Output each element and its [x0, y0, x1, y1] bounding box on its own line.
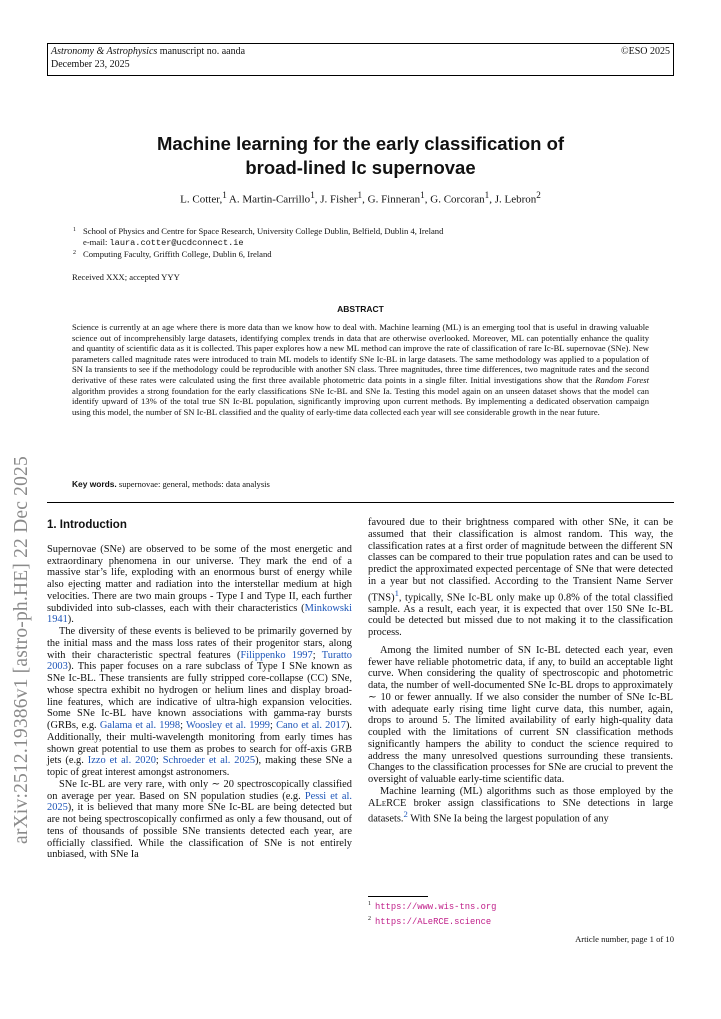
- email-label: e-mail:: [83, 237, 110, 247]
- arxiv-identifier: arXiv:2512.19386v1 [astro-ph.HE] 22 Dec 2025: [11, 456, 32, 844]
- footnote-ref[interactable]: 2: [403, 809, 408, 820]
- abstract-heading: ABSTRACT: [337, 304, 384, 314]
- paragraph-text: ), making these SNe a topic of great interest amongst astronomers.: [47, 755, 352, 778]
- keywords-text: supernovae: general, methods: data analysis: [118, 479, 270, 489]
- footnote-url[interactable]: https://ALeRCE.science: [375, 916, 492, 927]
- title-line-1: Machine learning for the early classification of: [156, 133, 565, 154]
- section-heading: 1. Introduction: [47, 519, 127, 531]
- affiliation-number: 1: [73, 227, 76, 233]
- footnote-number: 2: [368, 915, 371, 922]
- keywords: [72, 479, 270, 489]
- abstract-body: [72, 322, 649, 417]
- journal-header: [47, 43, 674, 76]
- paragraph: [47, 626, 352, 779]
- affiliations: [72, 226, 649, 260]
- footnote-ref[interactable]: 1: [394, 587, 399, 598]
- abstract-italic: Random Forest: [595, 374, 649, 385]
- author-affiliation: 1: [357, 190, 363, 200]
- citation-link[interactable]: Galama et al. 1998: [99, 720, 181, 731]
- header-date: December 23, 2025: [51, 59, 130, 70]
- abstract-text: algorithm provides a strong foundation for the early classifications SNe Ic-BL and SNe Ia. Testing this model again on an unseen dataset shows that the model can identify upward of 13% of the total true SN Ic-BL population, significantly improving upon current methods. By implementing a dedicated observation campaign using this model, the number of SN Ic-BL classified and the quality of early-time data collected each year will see considerable growth in the near future.: [72, 385, 649, 417]
- paragraph: [368, 517, 673, 639]
- paragraph-text: With SNe Ia being the largest population of any: [407, 813, 609, 825]
- citation-link[interactable]: Izzo et al. 2020: [87, 755, 156, 767]
- right-column: [368, 517, 673, 826]
- author-affiliation: 1: [420, 190, 425, 200]
- paragraph-text: ), it is believed that many more SNe Ic-BL are being detected but are not being spectroscopically confirmed as only a few thousand, out of tens of thousands of possible SNe transients detected each year, are officially classified. While the classification of SNe is not entirely unbiased, with SNe Ia: [47, 802, 352, 861]
- keywords-label: Key words.: [72, 479, 117, 489]
- paragraph-text: ;: [270, 720, 277, 731]
- affiliation-text: Computing Faculty, Griffith College, Dublin 6, Ireland: [83, 249, 272, 259]
- affiliation-2: [72, 249, 649, 260]
- citation-link[interactable]: Turatto 2003: [47, 649, 352, 673]
- paragraph-text: ;: [312, 649, 322, 661]
- abstract-text: Science is currently at an age where there is more data than we know how to deal with. Machine learning (ML) is an emerging tool that is useful in drawing valuable science out of incomprehensibly large datasets, identifying complex trends in data that are otherwise overlooked. Moreover, ML can potentially enhance the quality and quantity of scientific data as it is collected. This paper explores how a new ML method can improve the rate of classification of rare Ic-BL supernovae (SNe). New parameters called magnitude rates were introduced to train ML models to identify SNe Ic-BL in large datasets. The same methodology was applied to a population of SN Ia transients to see if the methodology could be reproducible with another SN class. Three magnitudes, three time differences, two magnitude rates and the second derivative of these rates were calculated using the first three available photometric data points in a single filter. Initial investigations show that the: [72, 322, 649, 385]
- author-affiliation: 1: [484, 190, 490, 200]
- paragraph-text: favoured due to their brightness compared with other SNe, it can be assumed that their classification is almost random. This way, the classification rates at a first order of magnitude between the different SN classes can be compared to their true population rates and can be used to predict the approximated expected percentage of SNe that were detected in a year but not classified. According to the Transient Name Server (TNS): [368, 517, 673, 603]
- footnote: [368, 898, 496, 913]
- author-affiliation: 1: [222, 190, 227, 200]
- paragraph-text: broker assign classifications to SNe detections in large datasets.: [368, 797, 673, 825]
- author: , G. Finneran: [362, 193, 421, 206]
- paragraph-text: ). This paper focuses on a rare subclass of Type I SNe known as SNe Ic-BL. These transients are fully stripped core-collapse (CC) SNe, whose spectra exhibit no hydrogen or helium lines and display broad-line features, which are indicative of ultra-high expansion velocities. Some SNe Ic-BL have known associations with gamma-ray bursts (GRBs, e.g.: [47, 661, 352, 731]
- copyright: ©ESO 2025: [621, 46, 670, 57]
- page-number: Article number, page 1 of 10: [575, 934, 674, 944]
- paragraph-text: Machine learning (ML) algorithms such as those employed by the: [380, 785, 673, 797]
- paragraph-text: , typically, SNe Ic-BL only make up 0.8% of the total classified sample. As a result, each year, it is expected that over 150 SNe Ic-BL could be detected but missed due to not making it to the classification process.: [368, 591, 673, 639]
- paragraph: [368, 786, 673, 826]
- paper-title: [72, 132, 649, 180]
- paragraph: [47, 779, 352, 861]
- footnote-number: 1: [368, 901, 371, 907]
- affiliation-text: School of Physics and Centre for Space Research, University College Dublin, Belfield, Dublin 4, Ireland: [83, 226, 444, 236]
- affiliation-number: 2: [73, 250, 76, 256]
- author-list: [72, 190, 649, 206]
- received-line: Received XXX; accepted YYY: [72, 272, 180, 282]
- citation-link[interactable]: Cano et al. 2017: [276, 720, 346, 731]
- email-address[interactable]: laura.cotter@ucdconnect.ie: [109, 238, 244, 248]
- broker-name: ALeRCE: [368, 797, 407, 809]
- author: , J. Fisher: [314, 193, 358, 206]
- paragraph-text: Among the limited number of SN Ic-BL detected each year, even fewer have reliable photometric data, if any, to build an acceptable light curve. When considering the quality of spectroscopic and photometric data, the number of well-documented SNe Ic-BL drops to approximately ∼ 10 or fewer annually. If we also consider the number of SNe Ic-BL with adequate early rising time light curve data, this number, again, drops to around 5. The limited availability of early high-quality data coupled with the limitations of current SN classification methods significantly hampers the ability to conduct the science required to address the many unresolved questions surrounding these transients. Changes to the classification processes for SNe are crucial to prevent the oversight of valuable early-time scientific data.: [368, 644, 673, 786]
- affiliation-1: [72, 226, 649, 237]
- citation-link[interactable]: Minkowski 1941: [47, 602, 352, 626]
- left-column: [47, 517, 352, 861]
- paragraph: [47, 544, 352, 626]
- paragraph-text: ). Additionally, their multi-wavelength monitoring from early times has shown great potential to use them as probes to search for off-axis GRB jets (e.g.: [47, 720, 352, 767]
- citation-link[interactable]: Woosley et al. 1999: [185, 720, 270, 731]
- paragraph-text: ;: [180, 720, 186, 731]
- paragraph-text: The diversity of these events is believed to be primarily governed by the initial mass and the mass loss rates of their progenitor stars, along with their characteristic spectral features (: [47, 626, 352, 661]
- footnote-url[interactable]: https://www.wis-tns.org: [375, 901, 497, 912]
- author: , G. Corcoran: [424, 193, 485, 206]
- manuscript-label: manuscript no. aanda: [159, 46, 246, 57]
- paragraph-text: ).: [67, 614, 74, 626]
- paragraph-text: Supernovae (SNe) are observed to be some of the most energetic and extraordinary phenomena in our universe. They mark the end of a massive star’s life, exploding with an enormous burst of energy while also ejecting matter and radiation into the interstellar medium at high velocities. There are two main groups - Type I and Type II, each further subdivided into sub-classes, each with their characteristics (: [47, 543, 352, 614]
- author-affiliation: 2: [536, 190, 541, 200]
- citation-link[interactable]: Pessi et al. 2025: [47, 790, 352, 814]
- paragraph: [368, 645, 673, 786]
- arxiv-watermark: [0, 0, 44, 1019]
- footnote-divider: [368, 896, 428, 897]
- email-line: [72, 237, 649, 249]
- journal-line: [51, 45, 670, 58]
- footnotes: [368, 898, 496, 928]
- footnote: [368, 913, 496, 928]
- citation-link[interactable]: Schroeder et al. 2025: [162, 755, 256, 767]
- paragraph-text: ;: [155, 755, 163, 767]
- citation-link[interactable]: Filippenko 1997: [240, 649, 313, 661]
- journal-name: Astronomy & Astrophysics: [51, 46, 158, 57]
- author: , J. Lebron: [489, 193, 537, 206]
- title-line-2: broad-lined Ic supernovae: [245, 157, 476, 178]
- author-affiliation: 1: [310, 190, 315, 200]
- section-divider: [47, 502, 674, 503]
- author: L. Cotter,: [180, 193, 223, 206]
- paragraph-text: SNe Ic-BL are very rare, with only ∼ 20 spectroscopically classified on average per year. Based on SN population studies (e.g.: [47, 778, 352, 802]
- author: A. Martin-Carrillo: [226, 193, 311, 206]
